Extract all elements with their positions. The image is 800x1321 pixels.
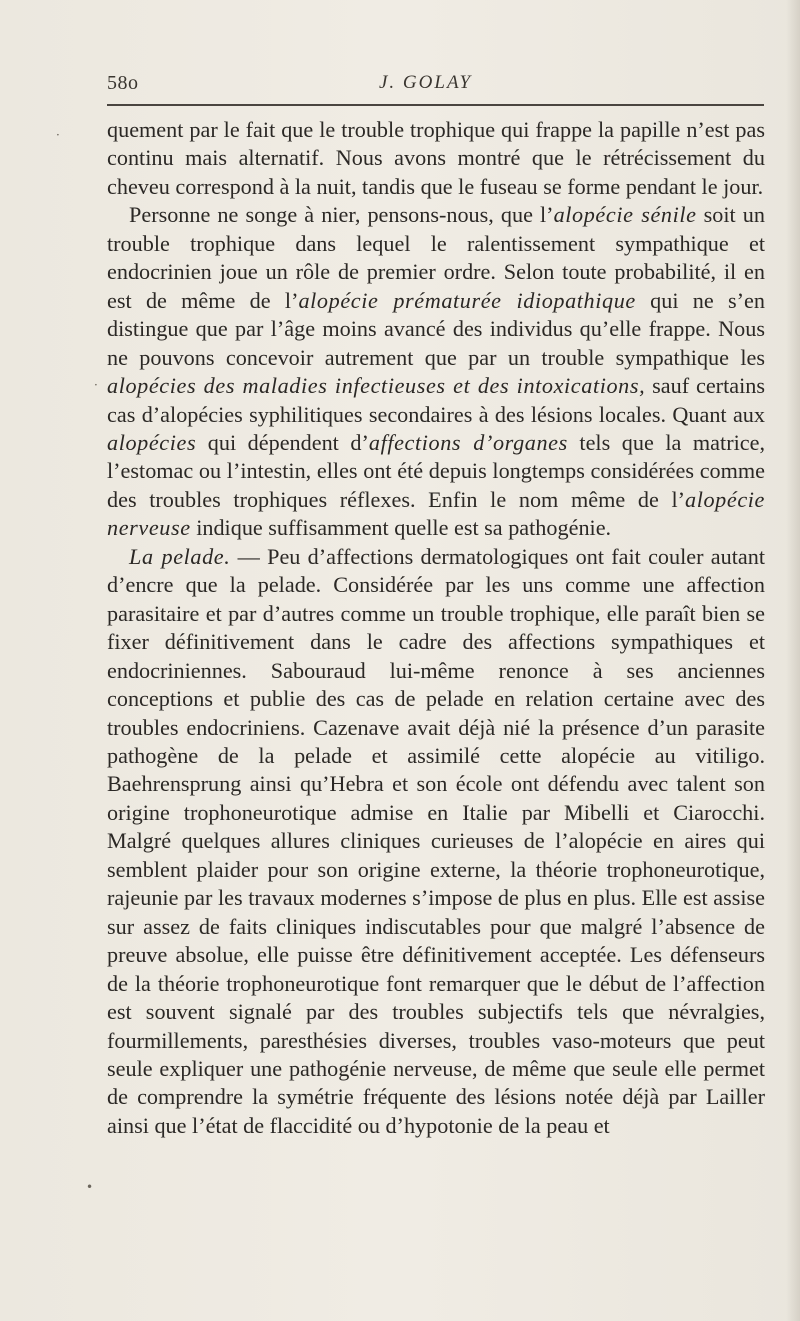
text-segment: quement par le fait que le trouble trophique qui frappe la papille n’est pas continu mais alternatif. Nous avons montré que le rétrécissement du cheveu correspond à la nuit, tandis que le fuseau se forme pendant le jour.	[107, 117, 765, 199]
page-header	[107, 72, 763, 96]
text-segment: — Peu d’affections dermatologiques ont fait couler autant d’encre que la pelade. Considérée par les uns comme une affection parasitaire et par d’autres comme un trouble trophique, elle paraît bien se fixer définitivement dans le cadre des affections sympathiques et endocriniennes. Sabouraud lui-même renonce à ses anciennes conceptions et publie des cas de pelade en relation certaine avec des troubles endocriniens. Cazenave avait déjà nié la présence d’un parasite pathogène de la pelade et assimilé cette alopécie au vitiligo. Baehrensprung ainsi qu’Hebra et son école ont défendu avec talent son origine trophoneurotique admise en Italie par Mibelli et Ciarocchi. Malgré quelques allures cliniques curieuses de l’alopécie en aires qui semblent plaider pour son origine externe, la théorie trophoneurotique, rajeunie par les travaux modernes s’impose de plus en plus. Elle est assise sur assez de faits cliniques indiscutables pour que malgré l’absence de preuve absolue, elle puisse être définitivement acceptée. Les défenseurs de la théorie trophoneurotique font remarquer que le début de l’affection est souvent signalé par des troubles subjectifs tels que névralgies, fourmillements, paresthésies diverses, troubles vaso-moteurs que peut seule expliquer une pathogénie nerveuse, de même que seule elle permet de comprendre la symétrie fréquente des lésions notée déjà par Lailler ainsi que l’état de flaccidité ou d’hypotonie de la peau et	[107, 543, 765, 1138]
header-rule	[107, 104, 764, 106]
italic-text: alopécie nerveuse	[107, 486, 765, 541]
italic-text: alopécie sénile	[553, 202, 697, 228]
text-segment: Personne ne songe à nier, pensons-nous, que l’	[129, 202, 554, 228]
margin-speck: ·	[94, 378, 98, 392]
margin-speck: ·	[56, 128, 60, 142]
page-edge-shadow	[786, 0, 800, 1321]
text-segment: soit un trouble trophique dans lequel le ralentissement sympathique et endocrinien joue un rôle de premier ordre. Selon toute probabilité, il en est de même de l’	[107, 202, 765, 313]
running-head: J. GOLAY	[379, 72, 473, 93]
text-segment: qui dépendent d’	[196, 429, 369, 455]
paragraph	[107, 201, 765, 542]
text-segment: qui ne s’en distingue que par l’âge moins avancé des individus qu’elle frappe. Nous ne pouvons concevoir autrement que par un trouble sympathique les	[107, 287, 765, 370]
text-segment: indique suffisamment quelle est sa pathogénie.	[190, 515, 612, 541]
italic-text: alopécie prématurée idiopathique	[298, 287, 636, 313]
text-segment: sauf certains cas d’alopécies syphilitiques secondaires à des lésions locales. Quant aux	[107, 373, 765, 427]
page-number: 58o	[107, 72, 139, 94]
paragraph	[107, 116, 765, 201]
italic-text: La pelade.	[129, 543, 231, 569]
italic-text: alopécies des maladies infectieuses et des intoxications,	[107, 373, 646, 399]
paragraph	[107, 543, 765, 1141]
italic-text: affections d’organes	[368, 429, 568, 455]
margin-speck: •	[86, 1180, 94, 1194]
italic-text: alopécies	[107, 429, 197, 455]
body-text	[107, 116, 765, 1140]
text-segment: tels que la matrice, l’estomac ou l’intestin, elles ont été depuis longtemps considérées comme des troubles trophiques réflexes. Enfin le nom même de l’	[107, 429, 765, 512]
